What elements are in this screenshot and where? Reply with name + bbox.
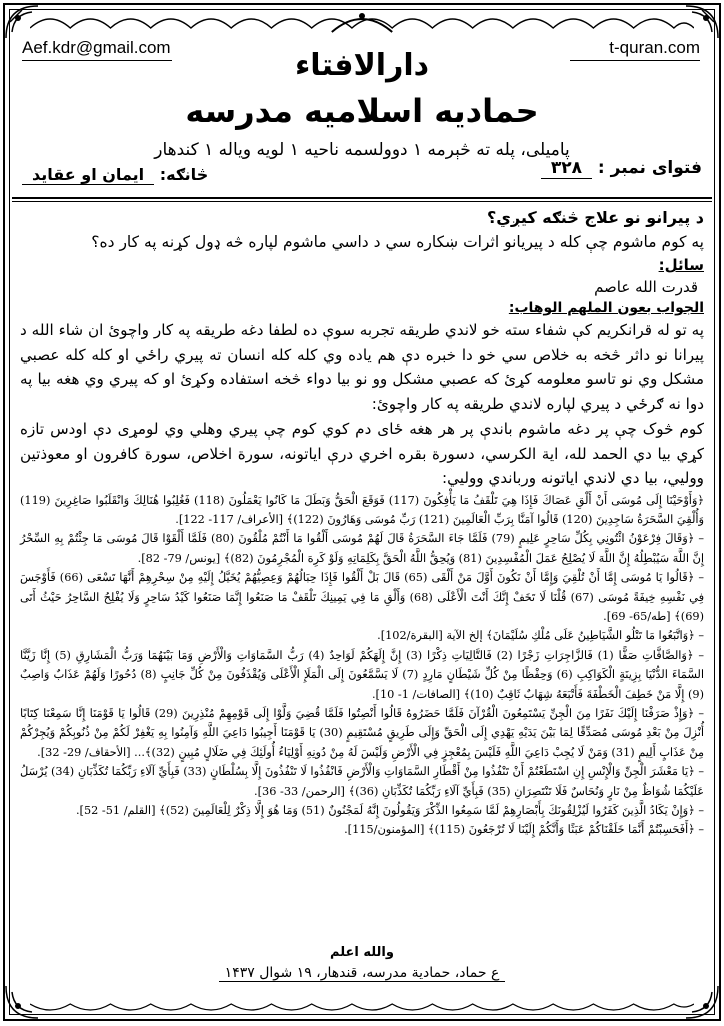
answer-paragraph-1: په تو له قرانکریم کې شفاء سته خو لاندي طریقه تجربه سوې ده لطفا دغه طریقه په کار واچوئ ان شاء الله د پیرانا نو داثر څخه به خلاص سي خو دا خبره دې هم یاده وي کله کله انسان ته پیري راځي او کله کله عصبي مشکل وي نو تاسو معلومه کړئ که عصبي مشکل وو نو بیا دواء څخه استفاده وکړئ او که پیري وي هغه بیا په دوا نه ګرځي د پیري لپاره لاندي طریقه په کار واچوئ: [20,321,704,413]
signature-text: ع حماد، حمادیة مدرسه، قندهار، ۱۹ شوال ۱۴۳۷ [219,965,506,982]
website-address[interactable]: t-quran.com [609,38,700,57]
quran-verse: – ﴿وَإِذْ صَرَفْنَا إِلَيْكَ نَفَرًا مِنَ الْجِنِّ يَسْتَمِعُونَ الْقُرْآنَ فَلَمَّا حَضَرُوهُ قَالُوا أَنْصِتُوا فَلَمَّا قُضِيَ وَلَّوْا إِلَى قَوْمِهِمْ مُنْذِرِينَ (29) قَالُوا يَا قَوْمَنَا إِنَّا سَمِعْنَا كِتَابًا أُنْزِلَ مِنْ بَعْدِ مُوسَى مُصَدِّقًا لِمَا بَيْنَ يَدَيْهِ يَهْدِي إِلَى الْحَقِّ وَإِلَى طَرِيقٍ مُسْتَقِيمٍ (30) يَا قَوْمَنَا أَجِيبُوا دَاعِيَ اللَّهِ وَآمِنُوا بِهِ يَغْفِرْ لَكُمْ مِنْ ذُنُوبِكُمْ وَيُجِرْكُمْ مِنْ عَذَابٍ أَلِيمٍ (31) وَمَنْ لَا يُجِبْ دَاعِيَ اللَّهِ فَلَيْسَ بِمُعْجِزٍ فِي الْأَرْضِ وَلَيْسَ لَهُ مِنْ دُونِهِ أَوْلِيَاءُ أُولَئِكَ فِي ضَلَالٍ مُبِينٍ (32)﴾... [الأحقاف/ 29- 32]. [20,706,705,759]
quran-verse: – ﴿أَفَحَسِبْتُمْ أَنَّمَا خَلَقْنَاكُمْ عَبَثًا وَأَنَّكُمْ إِلَيْنَا لَا تُرْجَعُونَ (115)﴾ [المؤمنون/115]. [344,823,704,837]
answer-paragraph-2: کوم څوک چې پر دغه ماشوم باندې پر هر هغه ځای دم کوي کوم چې پیري وهلي وي لومړی دې اودس تازه کړي بیا دي الحمد لله، اية الکرسي، دسورة بقره اخري درې ایاتونه، سورة اخلاص، سورة کافرون او معوذتین وولیي، بیا دي لاندي ایاتونه ورباندي وولیي: [20,420,704,487]
answer-heading: الجواب بعون الملهم الوهاب: [508,300,704,316]
institution-title: دارالافتاء [294,48,430,83]
quran-verse: – ﴿وَقَالَ فِرْعَوْنُ ائْتُونِي بِكُلِّ سَاحِرٍ عَلِيمٍ (79) فَلَمَّا جَاءَ السَّحَرَةُ قَالَ لَهُمْ مُوسَى أَلْقُوا مَا أَنْتُمْ مُلْقُونَ (80) فَلَمَّا أَلْقَوْا قَالَ مُوسَى مَا جِئْتُمْ بِهِ السِّحْرُ إِنَّ اللَّهَ سَيُبْطِلُهُ إِنَّ اللَّهَ لَا يُصْلِحُ عَمَلَ الْمُفْسِدِينَ (81) وَيُحِقُّ اللَّهُ الْحَقَّ بِكَلِمَاتِهِ وَلَوْ كَرِهَ الْمُجْرِمُونَ (82)﴾ [يونس/ 79- 82]. [20,532,704,565]
bottom-ornament-icon [30,998,694,1018]
category-field [22,165,208,185]
institution-address: پامیلی، پله ته څېرمه ۱ دوولسمه ناحیه ۱ لویه ویاله ۱ کندهار [154,140,570,160]
header-divider-thin [12,201,712,202]
asker-label: سائل: [658,256,704,274]
quran-verse: ﴿وَأَوْحَيْنَا إِلَى مُوسَى أَنْ أَلْقِ عَصَاكَ فَإِذَا هِيَ تَلْقَفُ مَا يَأْفِكُونَ (117) فَوَقَعَ الْحَقُّ وَبَطَلَ مَا كَانُوا يَعْمَلُونَ (118) فَغُلِبُوا هُنَالِكَ وَانْقَلَبُوا صَاغِرِينَ (119) وَأُلْقِيَ السَّحَرَةُ سَاجِدِينَ (120) قَالُوا آمَنَّا بِرَبِّ الْعَالَمِينَ (121) رَبِّ مُوسَى وَهَارُونَ (122)﴾ [الأعراف/ 117- 122]. [20,493,705,526]
top-ornament-icon [30,6,694,36]
header-divider [12,197,712,199]
quran-verse: – ﴿وَالصَّافَّاتِ صَفًّا (1) فَالزَّاجِرَاتِ زَجْرًا (2) فَالتَّالِيَاتِ ذِكْرًا (3) إِنَّ إِلَهَكُمْ لَوَاحِدٌ (4) رَبُّ السَّمَاوَاتِ وَالْأَرْضِ وَمَا بَيْنَهُمَا وَرَبُّ الْمَشَارِقِ (5) إِنَّا زَيَّنَّا السَّمَاءَ الدُّنْيَا بِزِينَةٍ الْكَوَاكِبِ (6) وَحِفْظًا مِنْ كُلِّ شَيْطَانٍ مَارِدٍ (7) لَا يَسَّمَّعُونَ إِلَى الْمَلَإِ الْأَعْلَى وَيُقْذَفُونَ مِنْ كُلِّ جَانِبٍ (8) دُحُورًا وَلَهُمْ عَذَابٌ وَاصِبٌ (9) إِلَّا مَنْ خَطِفَ الْخَطْفَةَ فَأَتْبَعَهُ شِهَابٌ ثَاقِبٌ (10)﴾ [الصافات/ 1- 10]. [20,648,705,701]
email-address[interactable]: Aef.kdr@gmail.com [22,38,171,57]
question-text: په کوم ماشوم چې کله د پیریانو اثرات ښکاره سي د داسي ماشوم لپاره څه ډول کړنه په کار ده؟ [91,233,704,251]
fatwa-number-value: ۳۲۸ [541,158,592,179]
fatwa-number-field [541,158,702,179]
fatwa-number-label: فتوای نمبر : [597,158,702,178]
category-value: ایمان او عقاید [22,165,154,185]
fatwa-body [20,206,704,840]
institution-name: حمادیه اسلامیه مدرسه [185,92,539,130]
question-title: د پیرانو نو علاج څنګه کیږي؟ [486,208,704,227]
quran-verse: – ﴿وَإِنْ يَكَادُ الَّذِينَ كَفَرُوا لَيُزْلِقُونَكَ بِأَبْصَارِهِمْ لَمَّا سَمِعُوا الذِّكْرَ وَيَقُولُونَ إِنَّهُ لَمَجْنُونٌ (51) وَمَا هُوَ إِلَّا ذِكْرٌ لِلْعَالَمِينَ (52)﴾ [القلم/ 51- 52]. [75,804,704,817]
category-label: څانګه: [159,165,209,184]
quran-verse: – ﴿يَا مَعْشَرَ الْجِنِّ وَالْإِنْسِ إِنِ اسْتَطَعْتُمْ أَنْ تَنْفُذُوا مِنْ أَقْطَارِ السَّمَاوَاتِ وَالْأَرْضِ فَانْفُذُوا لَا تَنْفُذُونَ إِلَّا بِسُلْطَانٍ (33) فَبِأَيِّ آلَاءِ رَبِّكُمَا تُكَذِّبَانِ (34) يُرْسَلُ عَلَيْكُمَا شُوَاظٌ مِنْ نَارٍ وَنُحَاسٌ فَلَا تَنْتَصِرَانِ (35) فَبِأَيِّ آلَاءِ رَبِّكُمَا تُكَذِّبَانِ (36)﴾ [الرحمن/ 33- 36]. [20,765,704,798]
asker-name: قدرت الله عاصم [594,278,698,296]
closing-phrase: والله اعلم [330,945,394,960]
quran-verse: – ﴿قَالُوا يَا مُوسَى إِمَّا أَنْ تُلْقِيَ وَإِمَّا أَنْ نَكُونَ أَوَّلَ مَنْ أَلْقَى (65) قَالَ بَلْ أَلْقُوا فَإِذَا حِبَالُهُمْ وَعِصِيُّهُمْ يُخَيَّلُ إِلَيْهِ مِنْ سِحْرِهِمْ أَنَّهَا تَسْعَى (66) فَأَوْجَسَ فِي نَفْسِهِ خِيفَةً مُوسَى (67) قُلْنَا لَا تَخَفْ إِنَّكَ أَنْتَ الْأَعْلَى (68) وَأَلْقِ مَا فِي يَمِينِكَ تَلْقَفْ مَا صَنَعُوا إِنَّمَا صَنَعُوا كَيْدُ سَاحِرٍ وَلَا يُفْلِحُ السَّاحِرُ حَيْثُ أَتَى (69)﴾ [طه/65- 69]. [20,571,704,623]
signature-line [0,965,724,981]
quran-verse: – ﴿وَاتَّبَعُوا مَا تَتْلُو الشَّيَاطِينُ عَلَى مُلْكِ سُلَيْمَانَ﴾ إلخ الآية [البقرة/102]. [377,629,704,643]
